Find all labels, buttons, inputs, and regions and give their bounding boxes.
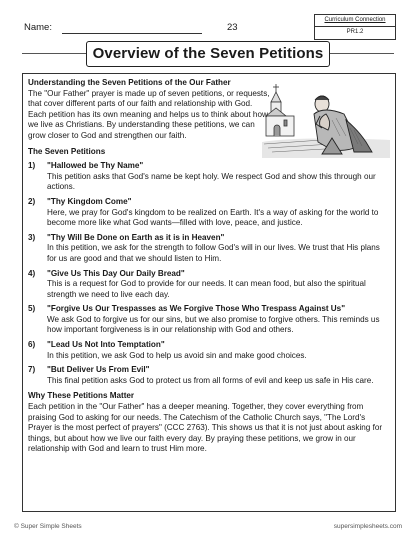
petition-item bbox=[28, 233, 388, 265]
petition-title: "Lead Us Not Into Temptation" bbox=[47, 340, 165, 350]
page-number: 23 bbox=[227, 22, 238, 33]
petition-item bbox=[28, 304, 388, 336]
petition-title: "Hallowed be Thy Name" bbox=[47, 161, 144, 171]
petitions-heading: The Seven Petitions bbox=[28, 146, 106, 156]
petition-text: We ask God to forgive us for our sins, but we also promise to forgive others. This reminds us how important forgiveness is in our relationship with God and others. bbox=[47, 314, 380, 335]
petition-text: This is a request for God to provide for our needs. It can mean food, but also the spiritual strength we need to live each day. bbox=[47, 279, 366, 299]
petition-text: This petition asks that God's name be kept holy. We respect God and show this through our actions. bbox=[47, 171, 376, 192]
petition-number: 4) bbox=[28, 268, 36, 278]
curriculum-badge-label: Curriculum Connection bbox=[315, 15, 395, 27]
petition-text: In this petition, we ask for the strength to follow God's will in our lives. We trust that His plans for us are good and that we should listen to Him. bbox=[47, 243, 380, 263]
petition-item bbox=[28, 161, 388, 193]
petition-text: In this petition, we ask God to help us avoid sin and make good choices. bbox=[47, 350, 307, 360]
petition-item bbox=[28, 197, 388, 229]
curriculum-badge-code: PR1.2 bbox=[346, 29, 364, 35]
footer-website: supersimplesheets.com bbox=[333, 523, 402, 530]
petition-text: This final petition asks God to protect us from all forms of evil and keep us safe in His care. bbox=[47, 375, 374, 385]
intro-text: The "Our Father" prayer is made up of seven petitions, or requests, that cover different parts of our faith and relationship with God. Each petition has its own meaning and helps us to think about how we live as Christians. By understanding these petitions, we can grow closer to God and strengthen our faith. bbox=[28, 88, 270, 140]
petition-title: "Thy Will Be Done on Earth as it is in Heaven" bbox=[47, 232, 225, 242]
worksheet-header bbox=[20, 12, 398, 40]
petition-item bbox=[28, 269, 388, 301]
title-box bbox=[86, 41, 330, 67]
closing-text: Each petition in the "Our Father" has a deeper meaning. Together, they cover everything from praising God to asking for our needs. The Catechism of the Catholic Church says, "The Lord's Prayer is the most perfect of prayers" (CCC 2763). This shows us that it is not just about asking for things, but about how we live our faith every day. By praying these petitions, we grow in our relationship with God and learn to trust Him more. bbox=[28, 402, 383, 454]
petition-title: "Thy Kingdom Come" bbox=[47, 196, 132, 206]
name-line[interactable] bbox=[62, 33, 202, 34]
petition-number: 6) bbox=[28, 340, 36, 350]
petition-item bbox=[28, 365, 388, 386]
petition-title: "Give Us This Day Our Daily Bread" bbox=[47, 268, 185, 278]
petition-number: 5) bbox=[28, 304, 36, 314]
closing-heading: Why These Petitions Matter bbox=[28, 391, 135, 401]
content-body bbox=[28, 78, 388, 455]
curriculum-badge bbox=[314, 14, 396, 40]
petition-number: 7) bbox=[28, 365, 36, 375]
name-label: Name: bbox=[24, 22, 52, 33]
petition-title: "But Deliver Us From Evil" bbox=[47, 365, 150, 375]
petition-number: 2) bbox=[28, 196, 36, 206]
page-title: Overview of the Seven Petitions bbox=[92, 45, 324, 62]
petition-number: 1) bbox=[28, 161, 36, 171]
intro-heading: Understanding the Seven Petitions of the Our Father bbox=[28, 78, 231, 87]
petition-number: 3) bbox=[28, 232, 36, 242]
petition-title: "Forgive Us Our Trespasses as We Forgive Those Who Trespass Against Us" bbox=[47, 304, 346, 314]
petition-text: Here, we pray for God's kingdom to be realized on Earth. It's a way of asking for the world to become more like what God wants—filled with love, peace, and justice. bbox=[47, 207, 379, 228]
footer-copyright: © Super Simple Sheets bbox=[14, 523, 82, 530]
petition-item bbox=[28, 340, 388, 361]
